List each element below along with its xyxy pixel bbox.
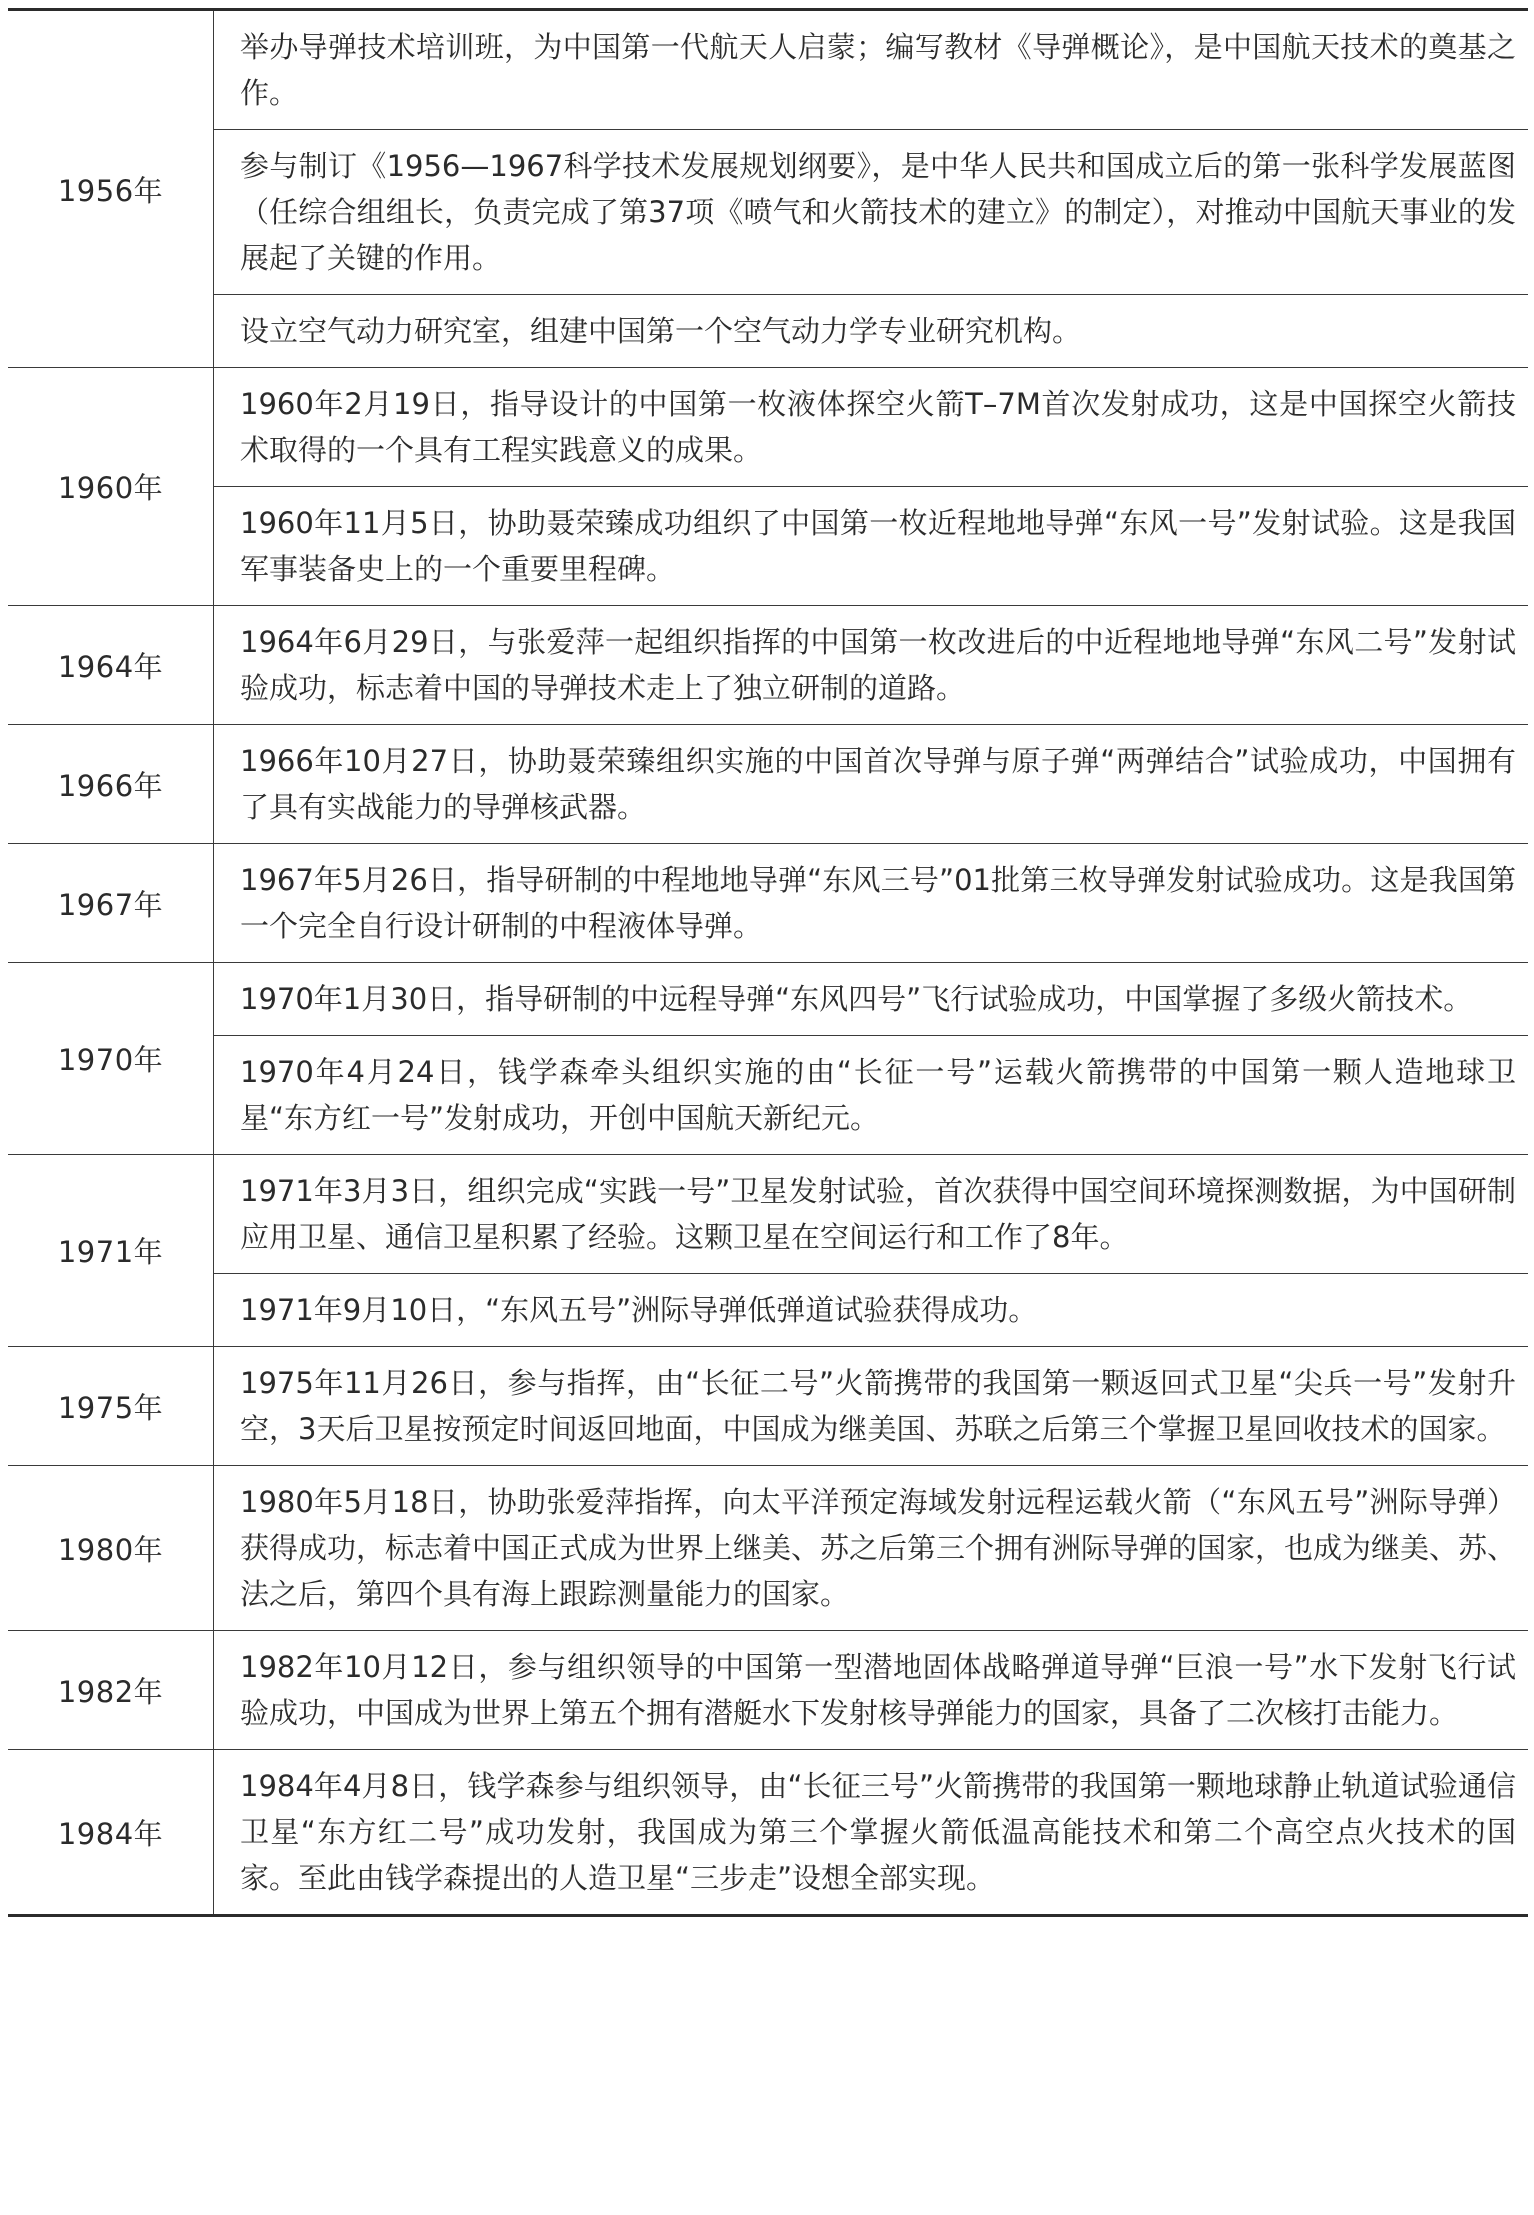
- event-cell: 1975年11月26日，参与指挥，由“长征二号”火箭携带的我国第一颗返回式卫星“尖兵一号”发射升空，3天后卫星按预定时间返回地面，中国成为继美国、苏联之后第三个掌握卫星回收技术的国家。: [214, 1347, 1529, 1466]
- timeline-row: [8, 844, 1528, 963]
- timeline-row: [8, 606, 1528, 725]
- year-cell: 1970年: [8, 963, 214, 1155]
- timeline-row: [8, 1274, 1528, 1347]
- event-cell: 1971年9月10日，“东风五号”洲际导弹低弹道试验获得成功。: [214, 1274, 1529, 1347]
- year-cell: 1971年: [8, 1155, 214, 1347]
- event-cell: 1966年10月27日，协助聂荣臻组织实施的中国首次导弹与原子弹“两弹结合”试验成功，中国拥有了具有实战能力的导弹核武器。: [214, 725, 1529, 844]
- timeline-row: [8, 963, 1528, 1036]
- timeline-row: [8, 295, 1528, 368]
- event-cell: 1984年4月8日，钱学森参与组织领导，由“长征三号”火箭携带的我国第一颗地球静止轨道试验通信卫星“东方红二号”成功发射，我国成为第三个掌握火箭低温高能技术和第二个高空点火技术的国家。至此由钱学森提出的人造卫星“三步走”设想全部实现。: [214, 1750, 1529, 1916]
- event-cell: 1980年5月18日，协助张爱萍指挥，向太平洋预定海域发射远程运载火箭（“东风五号”洲际导弹）获得成功，标志着中国正式成为世界上继美、苏之后第三个拥有洲际导弹的国家，也成为继美、苏、法之后，第四个具有海上跟踪测量能力的国家。: [214, 1466, 1529, 1631]
- timeline-row: [8, 1750, 1528, 1916]
- year-cell: 1960年: [8, 368, 214, 606]
- year-cell: 1984年: [8, 1750, 214, 1916]
- timeline-row: [8, 725, 1528, 844]
- event-cell: 设立空气动力研究室，组建中国第一个空气动力学专业研究机构。: [214, 295, 1529, 368]
- timeline-body: [8, 10, 1528, 1916]
- timeline-row: [8, 130, 1528, 295]
- event-cell: 1964年6月29日，与张爱萍一起组织指挥的中国第一枚改进后的中近程地地导弹“东风二号”发射试验成功，标志着中国的导弹技术走上了独立研制的道路。: [214, 606, 1529, 725]
- year-cell: 1982年: [8, 1631, 214, 1750]
- timeline-row: [8, 368, 1528, 487]
- year-cell: 1964年: [8, 606, 214, 725]
- timeline-row: [8, 1347, 1528, 1466]
- event-cell: 1970年4月24日，钱学森牵头组织实施的由“长征一号”运载火箭携带的中国第一颗人造地球卫星“东方红一号”发射成功，开创中国航天新纪元。: [214, 1036, 1529, 1155]
- event-cell: 1970年1月30日，指导研制的中远程导弹“东风四号”飞行试验成功，中国掌握了多级火箭技术。: [214, 963, 1529, 1036]
- event-cell: 参与制订《1956—1967科学技术发展规划纲要》，是中华人民共和国成立后的第一张科学发展蓝图（任综合组组长，负责完成了第37项《喷气和火箭技术的建立》的制定），对推动中国航天事业的发展起了关键的作用。: [214, 130, 1529, 295]
- timeline-row: [8, 1155, 1528, 1274]
- timeline-row: [8, 1631, 1528, 1750]
- event-cell: 1960年2月19日，指导设计的中国第一枚液体探空火箭T–7M首次发射成功，这是中国探空火箭技术取得的一个具有工程实践意义的成果。: [214, 368, 1529, 487]
- timeline-row: [8, 10, 1528, 130]
- event-cell: 1960年11月5日，协助聂荣臻成功组织了中国第一枚近程地地导弹“东风一号”发射试验。这是我国军事装备史上的一个重要里程碑。: [214, 487, 1529, 606]
- event-cell: 1982年10月12日，参与组织领导的中国第一型潜地固体战略弹道导弹“巨浪一号”水下发射飞行试验成功，中国成为世界上第五个拥有潜艇水下发射核导弹能力的国家，具备了二次核打击能力。: [214, 1631, 1529, 1750]
- year-cell: 1975年: [8, 1347, 214, 1466]
- timeline-row: [8, 487, 1528, 606]
- year-cell: 1967年: [8, 844, 214, 963]
- timeline-table: [8, 8, 1528, 1917]
- event-cell: 1971年3月3日，组织完成“实践一号”卫星发射试验，首次获得中国空间环境探测数据，为中国研制应用卫星、通信卫星积累了经验。这颗卫星在空间运行和工作了8年。: [214, 1155, 1529, 1274]
- year-cell: 1956年: [8, 10, 214, 368]
- timeline-row: [8, 1036, 1528, 1155]
- timeline-row: [8, 1466, 1528, 1631]
- year-cell: 1980年: [8, 1466, 214, 1631]
- event-cell: 1967年5月26日，指导研制的中程地地导弹“东风三号”01批第三枚导弹发射试验成功。这是我国第一个完全自行设计研制的中程液体导弹。: [214, 844, 1529, 963]
- event-cell: 举办导弹技术培训班，为中国第一代航天人启蒙；编写教材《导弹概论》，是中国航天技术的奠基之作。: [214, 10, 1529, 130]
- year-cell: 1966年: [8, 725, 214, 844]
